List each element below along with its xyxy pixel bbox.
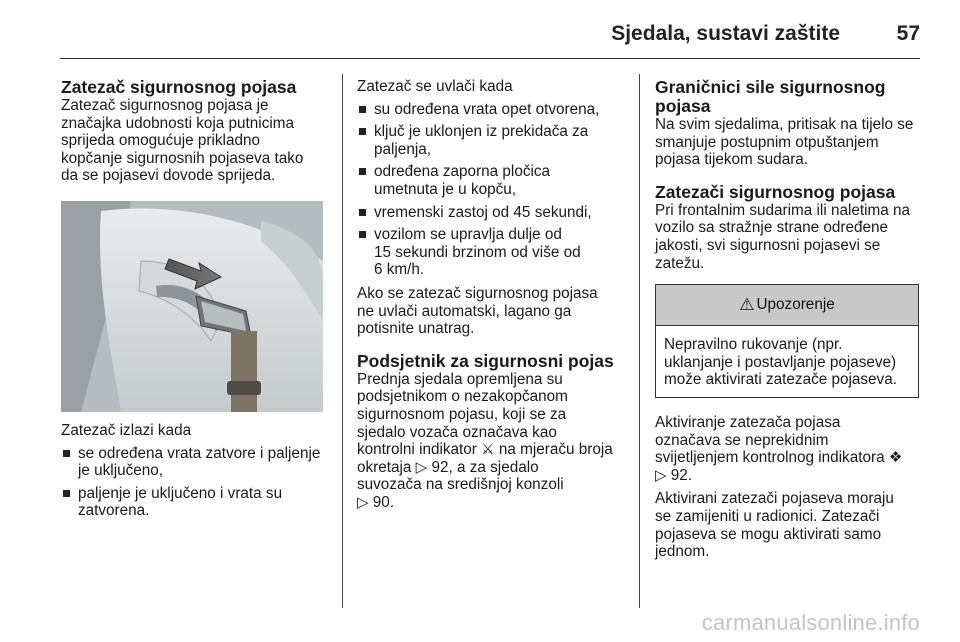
manual-retract-paragraph (357, 285, 629, 338)
warning-box (655, 284, 919, 398)
seat-belt-reminder-icon: ⚔ (481, 441, 495, 459)
list-item (61, 445, 331, 480)
list-item (357, 226, 629, 279)
text-line: su određena vrata opet otvorena, (374, 100, 600, 118)
text-line: da se pojasevi dovode sprijeda. (61, 167, 276, 185)
photo-illustration (61, 201, 323, 412)
text-line: ne uvlači automatski, lagano ga (357, 302, 572, 320)
column-3 (655, 78, 925, 561)
force-limiters-paragraph (655, 116, 925, 169)
column-2 (357, 78, 629, 511)
activation-paragraph (655, 414, 925, 484)
text-line: umetnuta je u kopču, (374, 180, 517, 198)
text-line: određena zaporna pločica (374, 163, 551, 181)
text-line: pojaseva se mogu aktivirati samo (655, 525, 882, 543)
retract-intro: Zatezač se uvlači kada (357, 78, 513, 95)
text-line: je uključeno, (78, 462, 164, 480)
text-line: na mjeraču broja (494, 441, 613, 459)
text-line: vozilom se upravlja dulje od (374, 226, 562, 244)
presenter-out-list (61, 445, 331, 520)
text-line: može aktivirati zatezače pojaseva. (664, 371, 897, 389)
text-line: Ako se zatezač sigurnosnog pojasa (357, 284, 598, 302)
text-line: Graničnici sile sigurnosnog (655, 77, 886, 97)
heading-force-limiters (655, 78, 925, 116)
period-text: . (389, 493, 395, 511)
text-line: zatežu. (655, 254, 705, 272)
text-line: , a za sjedalo (448, 458, 539, 476)
page-number: 57 (896, 22, 920, 45)
list-item (357, 101, 629, 119)
text-line: 15 sekundi brzinom od više od (374, 243, 581, 261)
text-line: se zamijeniti u radionici. Zatezači (655, 507, 880, 525)
text-line: jakosti, svi sigurnosni pojasevi se (655, 236, 881, 254)
text-line: Aktivirani zatezači pojaseva moraju (655, 490, 894, 508)
text-line: smanjuje postupnim otpuštanjem (655, 133, 879, 151)
text-line: podsjetnikom o nezakopčanom (357, 388, 568, 406)
heading-belt-presenter: Zatezač sigurnosnog pojasa (61, 77, 297, 97)
text-line: Nepravilno rukovanje (npr. (664, 336, 843, 354)
text-line: označava se neprekidnim (655, 431, 829, 449)
bullet-square-icon (63, 450, 70, 457)
text-line: paljenja, (374, 140, 431, 158)
page-ref-link[interactable]: 92 (431, 458, 449, 476)
bullet-square-icon (63, 490, 70, 497)
text-line: zatvorena. (78, 502, 150, 520)
period-text: . (687, 466, 693, 484)
text-line: jednom. (655, 543, 710, 561)
text-line: sigurnosnom pojasu, koji se za (357, 405, 567, 423)
text-line: Na svim sjedalima, pritisak na tijelo se (655, 116, 914, 133)
warning-triangle-icon: ⚠ (739, 295, 755, 315)
text-line: ključ je uklonjen iz prekidača za (374, 123, 589, 141)
page-title: Sjedala, sustavi zaštite (611, 22, 840, 45)
heading-pretensioners: Zatezači sigurnosnog pojasa (655, 181, 896, 202)
bullet-square-icon (359, 209, 366, 216)
text-line: pojasa tijekom sudara. (655, 151, 809, 169)
text-line: svijetljenjem kontrolnog indikatora (655, 449, 889, 467)
arrow-ref-icon: ▷ (357, 493, 369, 511)
text-line: Pri frontalnim sudarima ili naletima na (655, 201, 911, 219)
list-item (357, 163, 629, 198)
column-divider-right (639, 74, 640, 608)
text-line: okretaja (357, 458, 416, 476)
text-line: vozilo sa stražnje strane određene (655, 219, 888, 237)
heading-belt-reminder: Podsjetnik za sigurnosni pojas (357, 350, 614, 371)
text-line: 6 km/h. (374, 261, 425, 279)
bullet-square-icon (359, 231, 366, 238)
page-ref-link[interactable]: 90 (372, 493, 390, 511)
intro-paragraph (61, 97, 331, 185)
text-line: se određena vrata zatvore i paljenje (78, 444, 321, 462)
text-line: značajka udobnosti koja putnicima (61, 114, 294, 132)
column-1 (61, 78, 331, 520)
bullet-square-icon (359, 128, 366, 135)
warning-header (656, 285, 918, 326)
page-ref-link[interactable]: 92 (670, 466, 688, 484)
replacement-paragraph (655, 490, 925, 560)
text-line: paljenje je uključeno i vrata su (78, 484, 283, 502)
seat-belt-presenter-photo (61, 201, 323, 412)
reminder-paragraph (357, 371, 629, 512)
text-line: sprijeda omogućuje prikladno (61, 132, 260, 150)
text-line: uklanjanje i postavljanje pojaseve) (664, 353, 897, 371)
text-line: Zatezač sigurnosnog pojasa je (61, 97, 269, 114)
text-line: suvozača na središnjoj konzoli (357, 476, 564, 494)
text-line: vremenski zastoj od 45 sekundi, (374, 203, 592, 221)
bullet-square-icon (359, 168, 366, 175)
arrow-ref-icon: ▷ (655, 466, 667, 484)
text-line: Prednja sjedala opremljena su (357, 370, 563, 388)
bullet-square-icon (359, 106, 366, 113)
column-divider-left (342, 74, 343, 608)
text-line: kopčanje sigurnosnih pojaseva tako (61, 149, 304, 167)
text-line: sjedalo vozača označava kao (357, 423, 557, 441)
text-line: Aktiviranje zatezača pojasa (655, 413, 841, 431)
warning-title: Upozorenje (756, 296, 835, 314)
arrow-ref-icon: ▷ (415, 458, 428, 476)
watermark-text: carmanualsonline.info (701, 610, 920, 635)
text-line: potisnite unatrag. (357, 320, 475, 338)
warning-body (656, 326, 918, 397)
page-header (60, 0, 920, 59)
list-item (357, 204, 629, 222)
list-item (357, 123, 629, 158)
text-line: kontrolni indikator (357, 441, 482, 459)
airbag-indicator-icon: ❖ (888, 449, 903, 467)
retract-list (357, 101, 629, 279)
pretensioners-paragraph (655, 202, 925, 272)
text-line: pojasa (655, 96, 711, 116)
list-item (61, 485, 331, 520)
presenter-out-intro: Zatezač izlazi kada (61, 421, 192, 439)
